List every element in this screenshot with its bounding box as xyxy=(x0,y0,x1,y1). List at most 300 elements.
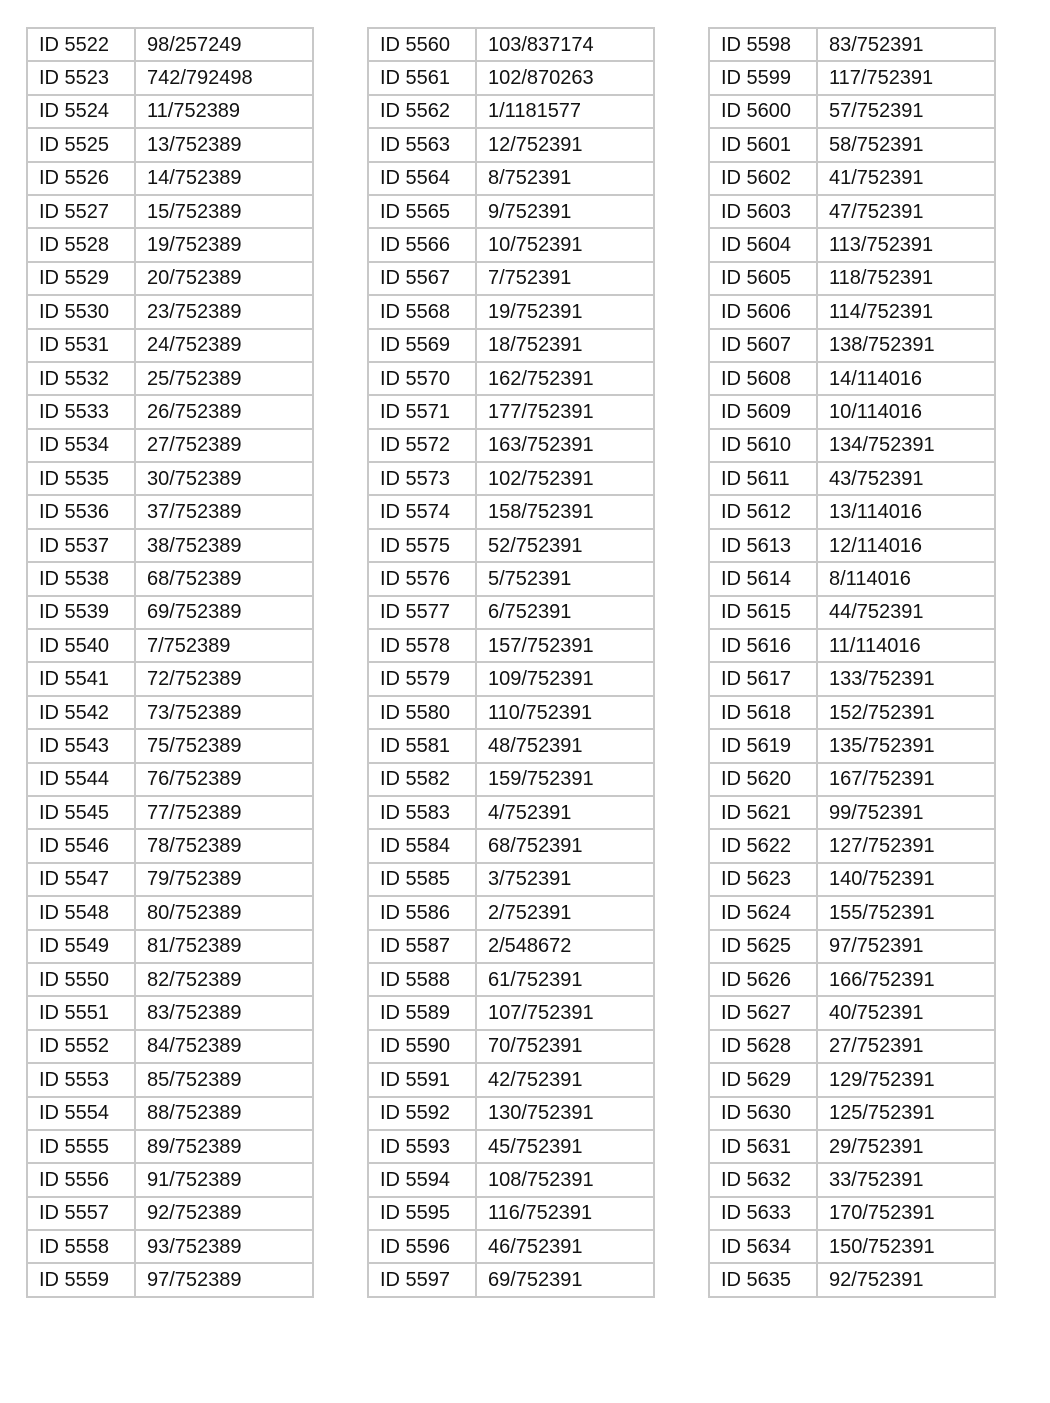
value-cell: 68/752389 xyxy=(135,562,313,595)
value-cell: 52/752391 xyxy=(476,529,654,562)
table-row xyxy=(27,863,313,896)
id-cell: ID 5598 xyxy=(709,28,817,61)
value-cell: 27/752391 xyxy=(817,1030,995,1063)
id-cell: ID 5616 xyxy=(709,629,817,662)
id-cell: ID 5584 xyxy=(368,829,476,862)
id-cell: ID 5553 xyxy=(27,1063,135,1096)
table-row xyxy=(27,395,313,428)
table-row xyxy=(368,362,654,395)
id-cell: ID 5580 xyxy=(368,696,476,729)
id-cell: ID 5547 xyxy=(27,863,135,896)
value-cell: 10/114016 xyxy=(817,395,995,428)
value-cell: 58/752391 xyxy=(817,128,995,161)
id-cell: ID 5566 xyxy=(368,228,476,261)
table-row xyxy=(368,596,654,629)
value-cell: 108/752391 xyxy=(476,1163,654,1196)
id-cell: ID 5604 xyxy=(709,228,817,261)
id-cell: ID 5548 xyxy=(27,896,135,929)
value-cell: 8/752391 xyxy=(476,162,654,195)
table-row xyxy=(27,1163,313,1196)
id-cell: ID 5538 xyxy=(27,562,135,595)
table-row xyxy=(27,562,313,595)
value-cell: 13/114016 xyxy=(817,495,995,528)
table-row xyxy=(368,295,654,328)
table-row xyxy=(368,1263,654,1296)
value-cell: 133/752391 xyxy=(817,662,995,695)
value-cell: 99/752391 xyxy=(817,796,995,829)
id-cell: ID 5525 xyxy=(27,128,135,161)
id-cell: ID 5564 xyxy=(368,162,476,195)
id-cell: ID 5633 xyxy=(709,1197,817,1230)
table-row xyxy=(709,61,995,94)
table-row xyxy=(709,796,995,829)
value-cell: 14/114016 xyxy=(817,362,995,395)
value-cell: 5/752391 xyxy=(476,562,654,595)
table-row xyxy=(709,1030,995,1063)
value-cell: 162/752391 xyxy=(476,362,654,395)
value-cell: 98/257249 xyxy=(135,28,313,61)
id-cell: ID 5593 xyxy=(368,1130,476,1163)
value-cell: 20/752389 xyxy=(135,262,313,295)
table-row xyxy=(368,629,654,662)
table-row xyxy=(709,162,995,195)
value-cell: 42/752391 xyxy=(476,1063,654,1096)
id-cell: ID 5591 xyxy=(368,1063,476,1096)
value-cell: 57/752391 xyxy=(817,95,995,128)
table-row xyxy=(709,629,995,662)
id-cell: ID 5555 xyxy=(27,1130,135,1163)
table-row xyxy=(368,61,654,94)
table-row xyxy=(709,329,995,362)
table-row xyxy=(709,195,995,228)
table-row xyxy=(27,128,313,161)
id-cell: ID 5550 xyxy=(27,963,135,996)
value-cell: 73/752389 xyxy=(135,696,313,729)
table-row xyxy=(709,996,995,1029)
value-cell: 97/752391 xyxy=(817,930,995,963)
id-cell: ID 5529 xyxy=(27,262,135,295)
value-cell: 23/752389 xyxy=(135,295,313,328)
id-cell: ID 5625 xyxy=(709,930,817,963)
value-cell: 13/752389 xyxy=(135,128,313,161)
table-row xyxy=(368,763,654,796)
id-cell: ID 5558 xyxy=(27,1230,135,1263)
table-row xyxy=(709,1197,995,1230)
table-row xyxy=(368,529,654,562)
id-cell: ID 5562 xyxy=(368,95,476,128)
id-cell: ID 5526 xyxy=(27,162,135,195)
value-cell: 80/752389 xyxy=(135,896,313,929)
id-cell: ID 5590 xyxy=(368,1030,476,1063)
value-cell: 742/792498 xyxy=(135,61,313,94)
value-cell: 12/752391 xyxy=(476,128,654,161)
id-cell: ID 5621 xyxy=(709,796,817,829)
value-cell: 1/1181577 xyxy=(476,95,654,128)
value-cell: 109/752391 xyxy=(476,662,654,695)
value-cell: 12/114016 xyxy=(817,529,995,562)
value-cell: 10/752391 xyxy=(476,228,654,261)
value-cell: 158/752391 xyxy=(476,495,654,528)
value-cell: 30/752389 xyxy=(135,462,313,495)
table-row xyxy=(27,1197,313,1230)
table-row xyxy=(709,1130,995,1163)
table-row xyxy=(709,228,995,261)
table-row xyxy=(368,1163,654,1196)
table-row xyxy=(709,1097,995,1130)
value-cell: 84/752389 xyxy=(135,1030,313,1063)
value-cell: 61/752391 xyxy=(476,963,654,996)
value-cell: 114/752391 xyxy=(817,295,995,328)
value-cell: 152/752391 xyxy=(817,696,995,729)
id-cell: ID 5620 xyxy=(709,763,817,796)
id-cell: ID 5588 xyxy=(368,963,476,996)
value-cell: 72/752389 xyxy=(135,662,313,695)
id-cell: ID 5582 xyxy=(368,763,476,796)
value-cell: 167/752391 xyxy=(817,763,995,796)
id-cell: ID 5583 xyxy=(368,796,476,829)
value-cell: 83/752389 xyxy=(135,996,313,1029)
id-cell: ID 5544 xyxy=(27,763,135,796)
id-cell: ID 5528 xyxy=(27,228,135,261)
id-cell: ID 5597 xyxy=(368,1263,476,1296)
id-cell: ID 5618 xyxy=(709,696,817,729)
value-cell: 3/752391 xyxy=(476,863,654,896)
value-cell: 88/752389 xyxy=(135,1097,313,1130)
table-row xyxy=(27,295,313,328)
table-row xyxy=(27,829,313,862)
table-row xyxy=(27,529,313,562)
table-row xyxy=(368,863,654,896)
id-cell: ID 5607 xyxy=(709,329,817,362)
table-row xyxy=(27,262,313,295)
table-row xyxy=(368,462,654,495)
table-row xyxy=(709,495,995,528)
value-cell: 125/752391 xyxy=(817,1097,995,1130)
value-cell: 45/752391 xyxy=(476,1130,654,1163)
id-cell: ID 5606 xyxy=(709,295,817,328)
value-cell: 9/752391 xyxy=(476,195,654,228)
table-row xyxy=(368,395,654,428)
id-cell: ID 5573 xyxy=(368,462,476,495)
id-cell: ID 5540 xyxy=(27,629,135,662)
id-cell: ID 5589 xyxy=(368,996,476,1029)
id-cell: ID 5605 xyxy=(709,262,817,295)
id-cell: ID 5615 xyxy=(709,596,817,629)
id-cell: ID 5599 xyxy=(709,61,817,94)
value-cell: 118/752391 xyxy=(817,262,995,295)
value-cell: 29/752391 xyxy=(817,1130,995,1163)
table-row xyxy=(27,729,313,762)
value-cell: 140/752391 xyxy=(817,863,995,896)
table-row xyxy=(709,729,995,762)
value-cell: 19/752391 xyxy=(476,295,654,328)
id-cell: ID 5614 xyxy=(709,562,817,595)
id-cell: ID 5523 xyxy=(27,61,135,94)
value-cell: 93/752389 xyxy=(135,1230,313,1263)
value-cell: 92/752391 xyxy=(817,1263,995,1296)
table-row xyxy=(368,162,654,195)
value-cell: 46/752391 xyxy=(476,1230,654,1263)
id-cell: ID 5560 xyxy=(368,28,476,61)
id-cell: ID 5545 xyxy=(27,796,135,829)
id-cell: ID 5587 xyxy=(368,930,476,963)
id-cell: ID 5554 xyxy=(27,1097,135,1130)
table-row xyxy=(709,28,995,61)
id-cell: ID 5619 xyxy=(709,729,817,762)
value-cell: 107/752391 xyxy=(476,996,654,1029)
value-cell: 68/752391 xyxy=(476,829,654,862)
id-cell: ID 5537 xyxy=(27,529,135,562)
table-row xyxy=(27,28,313,61)
table-row xyxy=(709,863,995,896)
value-cell: 18/752391 xyxy=(476,329,654,362)
value-cell: 113/752391 xyxy=(817,228,995,261)
value-cell: 43/752391 xyxy=(817,462,995,495)
table-row xyxy=(27,228,313,261)
id-cell: ID 5530 xyxy=(27,295,135,328)
table-row xyxy=(27,1230,313,1263)
table-row xyxy=(368,1030,654,1063)
value-cell: 163/752391 xyxy=(476,429,654,462)
id-table-column-3 xyxy=(708,27,996,1298)
value-cell: 11/752389 xyxy=(135,95,313,128)
value-cell: 4/752391 xyxy=(476,796,654,829)
table-row xyxy=(709,963,995,996)
table-row xyxy=(709,1063,995,1096)
table-row xyxy=(27,896,313,929)
table-row xyxy=(368,1130,654,1163)
table-row xyxy=(709,596,995,629)
value-cell: 2/548672 xyxy=(476,930,654,963)
id-cell: ID 5594 xyxy=(368,1163,476,1196)
value-cell: 150/752391 xyxy=(817,1230,995,1263)
id-cell: ID 5578 xyxy=(368,629,476,662)
id-table-column-1 xyxy=(26,27,314,1298)
value-cell: 82/752389 xyxy=(135,963,313,996)
value-cell: 69/752391 xyxy=(476,1263,654,1296)
id-cell: ID 5632 xyxy=(709,1163,817,1196)
value-cell: 19/752389 xyxy=(135,228,313,261)
value-cell: 116/752391 xyxy=(476,1197,654,1230)
value-cell: 24/752389 xyxy=(135,329,313,362)
table-row xyxy=(709,362,995,395)
value-cell: 41/752391 xyxy=(817,162,995,195)
id-cell: ID 5572 xyxy=(368,429,476,462)
value-cell: 78/752389 xyxy=(135,829,313,862)
value-cell: 130/752391 xyxy=(476,1097,654,1130)
table-row xyxy=(709,1163,995,1196)
id-cell: ID 5592 xyxy=(368,1097,476,1130)
table-row xyxy=(27,662,313,695)
id-cell: ID 5568 xyxy=(368,295,476,328)
value-cell: 110/752391 xyxy=(476,696,654,729)
table-row xyxy=(27,429,313,462)
id-cell: ID 5532 xyxy=(27,362,135,395)
table-row xyxy=(709,295,995,328)
table-row xyxy=(368,729,654,762)
id-cell: ID 5574 xyxy=(368,495,476,528)
table-row xyxy=(27,1030,313,1063)
value-cell: 70/752391 xyxy=(476,1030,654,1063)
table-row xyxy=(368,429,654,462)
id-cell: ID 5551 xyxy=(27,996,135,1029)
table-row xyxy=(709,95,995,128)
table-row xyxy=(27,996,313,1029)
id-cell: ID 5603 xyxy=(709,195,817,228)
value-cell: 76/752389 xyxy=(135,763,313,796)
table-row xyxy=(368,996,654,1029)
id-cell: ID 5629 xyxy=(709,1063,817,1096)
value-cell: 89/752389 xyxy=(135,1130,313,1163)
value-cell: 37/752389 xyxy=(135,495,313,528)
value-cell: 77/752389 xyxy=(135,796,313,829)
value-cell: 134/752391 xyxy=(817,429,995,462)
id-cell: ID 5577 xyxy=(368,596,476,629)
table-row xyxy=(27,329,313,362)
value-cell: 44/752391 xyxy=(817,596,995,629)
value-cell: 155/752391 xyxy=(817,896,995,929)
id-cell: ID 5596 xyxy=(368,1230,476,1263)
id-cell: ID 5631 xyxy=(709,1130,817,1163)
value-cell: 40/752391 xyxy=(817,996,995,1029)
id-cell: ID 5565 xyxy=(368,195,476,228)
table-row xyxy=(368,329,654,362)
table-row xyxy=(709,395,995,428)
table-row xyxy=(27,462,313,495)
table-row xyxy=(368,796,654,829)
value-cell: 14/752389 xyxy=(135,162,313,195)
value-cell: 166/752391 xyxy=(817,963,995,996)
table-row xyxy=(27,162,313,195)
table-row xyxy=(709,662,995,695)
table-row xyxy=(709,529,995,562)
id-cell: ID 5609 xyxy=(709,395,817,428)
value-cell: 92/752389 xyxy=(135,1197,313,1230)
value-cell: 11/114016 xyxy=(817,629,995,662)
id-cell: ID 5536 xyxy=(27,495,135,528)
value-cell: 170/752391 xyxy=(817,1197,995,1230)
table-row xyxy=(368,195,654,228)
table-row xyxy=(368,896,654,929)
table-row xyxy=(709,429,995,462)
id-cell: ID 5539 xyxy=(27,596,135,629)
table-row xyxy=(709,896,995,929)
id-cell: ID 5571 xyxy=(368,395,476,428)
id-cell: ID 5522 xyxy=(27,28,135,61)
id-cell: ID 5635 xyxy=(709,1263,817,1296)
table-row xyxy=(709,562,995,595)
id-cell: ID 5541 xyxy=(27,662,135,695)
table-row xyxy=(368,1230,654,1263)
value-cell: 81/752389 xyxy=(135,930,313,963)
id-cell: ID 5559 xyxy=(27,1263,135,1296)
table-row xyxy=(709,262,995,295)
value-cell: 138/752391 xyxy=(817,329,995,362)
id-cell: ID 5608 xyxy=(709,362,817,395)
table-row xyxy=(368,495,654,528)
value-cell: 127/752391 xyxy=(817,829,995,862)
id-cell: ID 5610 xyxy=(709,429,817,462)
table-row xyxy=(709,763,995,796)
value-cell: 2/752391 xyxy=(476,896,654,929)
id-cell: ID 5543 xyxy=(27,729,135,762)
id-table-column-2 xyxy=(367,27,655,1298)
value-cell: 27/752389 xyxy=(135,429,313,462)
value-cell: 83/752391 xyxy=(817,28,995,61)
value-cell: 38/752389 xyxy=(135,529,313,562)
table-row xyxy=(368,1197,654,1230)
value-cell: 103/837174 xyxy=(476,28,654,61)
table-row xyxy=(709,128,995,161)
value-cell: 91/752389 xyxy=(135,1163,313,1196)
table-row xyxy=(709,829,995,862)
id-cell: ID 5600 xyxy=(709,95,817,128)
value-cell: 7/752391 xyxy=(476,262,654,295)
value-cell: 25/752389 xyxy=(135,362,313,395)
id-cell: ID 5534 xyxy=(27,429,135,462)
table-row xyxy=(368,95,654,128)
id-cell: ID 5630 xyxy=(709,1097,817,1130)
table-row xyxy=(27,796,313,829)
table-row xyxy=(27,963,313,996)
table-row xyxy=(709,462,995,495)
id-cell: ID 5581 xyxy=(368,729,476,762)
value-cell: 129/752391 xyxy=(817,1063,995,1096)
table-row xyxy=(368,262,654,295)
id-cell: ID 5586 xyxy=(368,896,476,929)
id-cell: ID 5557 xyxy=(27,1197,135,1230)
id-cell: ID 5634 xyxy=(709,1230,817,1263)
id-cell: ID 5622 xyxy=(709,829,817,862)
table-row xyxy=(27,95,313,128)
id-cell: ID 5524 xyxy=(27,95,135,128)
table-row xyxy=(709,696,995,729)
value-cell: 159/752391 xyxy=(476,763,654,796)
table-row xyxy=(368,930,654,963)
id-cell: ID 5556 xyxy=(27,1163,135,1196)
id-cell: ID 5546 xyxy=(27,829,135,862)
value-cell: 69/752389 xyxy=(135,596,313,629)
id-cell: ID 5628 xyxy=(709,1030,817,1063)
id-cell: ID 5585 xyxy=(368,863,476,896)
value-cell: 48/752391 xyxy=(476,729,654,762)
value-cell: 15/752389 xyxy=(135,195,313,228)
value-cell: 135/752391 xyxy=(817,729,995,762)
id-cell: ID 5531 xyxy=(27,329,135,362)
id-cell: ID 5567 xyxy=(368,262,476,295)
value-cell: 6/752391 xyxy=(476,596,654,629)
table-row xyxy=(27,61,313,94)
table-row xyxy=(368,662,654,695)
id-cell: ID 5626 xyxy=(709,963,817,996)
table-row xyxy=(27,930,313,963)
table-row xyxy=(27,362,313,395)
value-cell: 102/752391 xyxy=(476,462,654,495)
table-row xyxy=(27,195,313,228)
id-cell: ID 5552 xyxy=(27,1030,135,1063)
table-row xyxy=(368,1063,654,1096)
table-row xyxy=(27,1063,313,1096)
id-cell: ID 5601 xyxy=(709,128,817,161)
table-row xyxy=(27,596,313,629)
id-cell: ID 5623 xyxy=(709,863,817,896)
value-cell: 7/752389 xyxy=(135,629,313,662)
id-cell: ID 5613 xyxy=(709,529,817,562)
value-cell: 26/752389 xyxy=(135,395,313,428)
id-cell: ID 5627 xyxy=(709,996,817,1029)
value-cell: 177/752391 xyxy=(476,395,654,428)
value-cell: 75/752389 xyxy=(135,729,313,762)
